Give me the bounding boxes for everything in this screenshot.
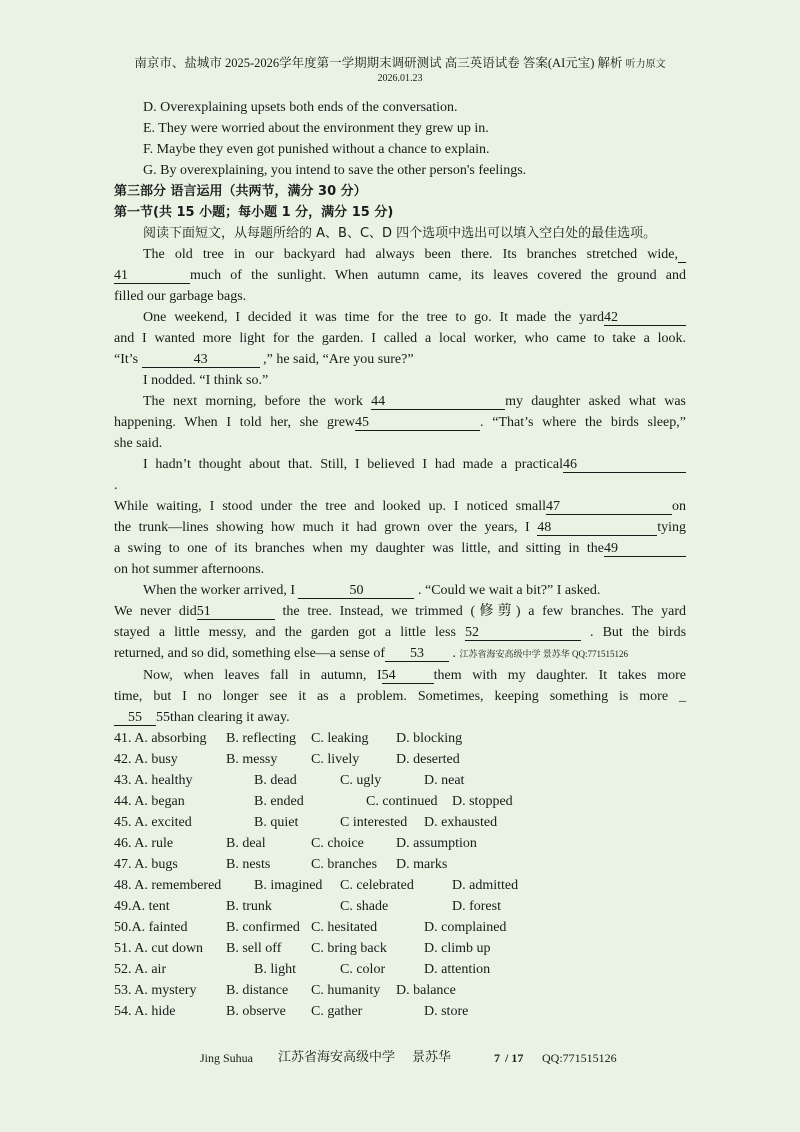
question-option-c: C. shade (340, 899, 389, 914)
question-option-b: B. distance (226, 983, 289, 998)
footer-page: 7 (494, 1051, 500, 1065)
footer-qq: QQ:771515126 (542, 1051, 617, 1065)
header-title-suffix: 听力原文 (625, 59, 666, 70)
question-option-c: C interested (340, 815, 408, 830)
question-option-c: C. continued (366, 794, 438, 809)
question-option-d: D. forest (452, 899, 501, 914)
question-option-c: C. leaking (311, 731, 369, 746)
question-option-a: 54. A. hide (114, 1004, 176, 1019)
question-option-c: C. branches (311, 857, 378, 872)
question-option-c: C. bring back (311, 941, 387, 956)
blank-49: 49 (604, 541, 686, 557)
page-content (114, 97, 686, 1022)
blank-47: 47 (546, 499, 672, 515)
passage-line: on hot summer afternoons. (114, 562, 265, 577)
question-option-b: B. messy (226, 752, 278, 767)
passage-line: she said. (114, 436, 163, 451)
question-row (114, 749, 686, 770)
option-d: D. Overexplaining upsets both ends of the conversation. (143, 100, 458, 115)
question-option-d: D. exhausted (424, 815, 498, 830)
passage-line: I hadn’t thought about that. Still, I believed I had made a practical46 (114, 454, 686, 475)
instruction: 阅读下面短文，从每题所给的 A、B、C、D 四个选项中选出可以填入空白处的最佳选项。 (143, 226, 657, 241)
question-option-a: 42. A. busy (114, 752, 178, 767)
passage-line: I nodded. “I think so.” (143, 373, 269, 388)
question-option-a: 41. A. absorbing (114, 731, 207, 746)
passage-line: The old tree in our backyard had always been there. Its branches stretched wide, (114, 244, 686, 265)
blank-42: 42 (604, 310, 686, 326)
blank-50: 50 (298, 583, 414, 599)
blank-45: 45 (355, 415, 480, 431)
question-option-b: B. quiet (254, 815, 299, 830)
blank-43: 43 (142, 352, 260, 368)
question-row (114, 938, 686, 959)
question-option-c: C. celebrated (340, 878, 414, 893)
blank-41: 41 (114, 268, 190, 284)
question-option-b: B. dead (254, 773, 297, 788)
question-row (114, 959, 686, 980)
question-row (114, 917, 686, 938)
blank-51: 51 (197, 604, 275, 620)
question-option-a: 50.A. fainted (114, 920, 188, 935)
passage-line: . (114, 478, 118, 493)
question-row (114, 812, 686, 833)
question-list (114, 728, 686, 1022)
passage-line: When the worker arrived, I 50 . “Could we wait a bit?” I asked. (143, 583, 601, 598)
question-option-d: D. climb up (424, 941, 491, 956)
passage-line: returned, and so did, something else—a sense of 53 . 江苏省海安高级中学 景苏华 QQ:771515126 (114, 646, 629, 661)
question-option-b: B. imagined (254, 878, 323, 893)
question-row (114, 791, 686, 812)
question-option-d: D. neat (424, 773, 465, 788)
question-option-a: 49.A. tent (114, 899, 170, 914)
question-option-a: 53. A. mystery (114, 983, 197, 998)
passage-line: While waiting, I stood under the tree and looked up. I noticed small47 on (114, 499, 686, 514)
part3-title: 第三部分 语言运用（共两节，满分 30 分） (114, 184, 367, 199)
footer-total: / 17 (505, 1051, 524, 1065)
question-row (114, 980, 686, 1001)
passage-line: time, but I no longer see it as a problem. Sometimes, keeping something is more _ (114, 689, 687, 704)
blank-46: 46 (563, 457, 686, 473)
option-f: F. Maybe they even got punished without a chance to explain. (143, 142, 490, 157)
question-option-a: 45. A. excited (114, 815, 192, 830)
blank-52: 52 (465, 625, 581, 641)
question-option-d: D. admitted (452, 878, 519, 893)
passage-line: 55 55than clearing it away. (114, 707, 686, 728)
question-row (114, 896, 686, 917)
passage-line: the trunk—lines showing how much it had grown over the years, I 48 tying (114, 520, 686, 535)
section1-title: 第一节(共 15 小题；每小题 1 分，满分 15 分) (114, 205, 394, 220)
header-date: 2026.01.23 (377, 73, 423, 84)
question-row (114, 854, 686, 875)
question-option-b: B. reflecting (226, 731, 296, 746)
blank-54: 54 (382, 668, 434, 684)
question-option-c: C. gather (311, 1004, 363, 1019)
passage-line: stayed a little messy, and the garden got a little less 52 . But the birds (114, 625, 687, 640)
question-option-c: C. humanity (311, 983, 381, 998)
question-option-d: D. complained (424, 920, 507, 935)
blank-48: 48 (537, 520, 657, 536)
question-option-d: D. attention (424, 962, 491, 977)
question-option-b: B. trunk (226, 899, 272, 914)
header-title: 南京市、盐城市 2025-2026学年度第一学期期末调研测试 高三英语试卷 答案(AI元宝) 解析 (134, 56, 623, 70)
question-option-b: B. deal (226, 836, 266, 851)
question-option-b: B. confirmed (226, 920, 300, 935)
question-option-c: C. lively (311, 752, 360, 767)
page-header (0, 56, 800, 85)
footer-author: Jing Suhua (200, 1051, 254, 1065)
question-option-d: D. blocking (396, 731, 463, 746)
question-row (114, 728, 686, 749)
question-option-a: 51. A. cut down (114, 941, 204, 956)
question-option-a: 52. A. air (114, 962, 167, 977)
question-option-d: D. assumption (396, 836, 477, 851)
question-option-a: 46. A. rule (114, 836, 174, 851)
footer-school: 江苏省海安高级中学 (278, 1050, 396, 1065)
question-option-c: C. color (340, 962, 386, 977)
question-row (114, 875, 686, 896)
question-option-b: B. nests (226, 857, 271, 872)
question-row (114, 1001, 686, 1022)
passage-line: “It’s 43 ,” he said, “Are you sure?” (114, 352, 414, 367)
question-option-c: C. hesitated (311, 920, 378, 935)
watermark: 江苏省海安高级中学 景苏华 QQ:771515126 (459, 649, 629, 659)
question-row (114, 833, 686, 854)
question-option-d: D. stopped (452, 794, 513, 809)
passage-line: and I wanted more light for the garden. I called a local worker, who came to take a look. (114, 331, 686, 346)
question-option-d: D. deserted (396, 752, 460, 767)
blank-55: 55 (114, 710, 156, 726)
passage-line: Now, when leaves fall in autumn, I54 them with my daughter. It takes more (143, 668, 686, 683)
option-g: G. By overexplaining, you intend to save the other person's feelings. (143, 163, 527, 178)
footer-name: 景苏华 (412, 1050, 452, 1065)
question-option-a: 44. A. began (114, 794, 185, 809)
question-option-a: 48. A. remembered (114, 878, 222, 893)
passage-line: One weekend, I decided it was time for the tree to go. It made the yard42 (114, 307, 686, 328)
question-option-b: B. sell off (226, 941, 282, 956)
passage-line: filled our garbage bags. (114, 289, 247, 304)
question-option-d: D. balance (396, 983, 456, 998)
blank-44: 44 (371, 394, 505, 410)
question-option-d: D. store (424, 1004, 469, 1019)
question-option-a: 43. A. healthy (114, 773, 193, 788)
question-option-b: B. observe (226, 1004, 286, 1019)
blank-53: 53 (385, 646, 449, 662)
passage-line: a swing to one of its branches when my daughter was little, and sitting in the49 (114, 538, 686, 559)
question-option-d: D. marks (396, 857, 448, 872)
option-e: E. They were worried about the environment they grew up in. (143, 121, 489, 136)
passage-line: happening. When I told her, she grew45 . “That’s where the birds sleep,” (114, 415, 686, 430)
question-option-b: B. light (254, 962, 297, 977)
question-option-a: 47. A. bugs (114, 857, 178, 872)
question-option-c: C. ugly (340, 773, 382, 788)
question-row (114, 770, 686, 791)
question-option-c: C. choice (311, 836, 364, 851)
passage-line: 41 much of the sunlight. When autumn came, its leaves covered the ground and (114, 268, 686, 283)
question-option-b: B. ended (254, 794, 304, 809)
passage-line: We never did51 the tree. Instead, we trimmed (修剪) a few branches. The yard (114, 604, 687, 619)
passage-line: The next morning, before the work 44 my daughter asked what was (143, 394, 686, 409)
